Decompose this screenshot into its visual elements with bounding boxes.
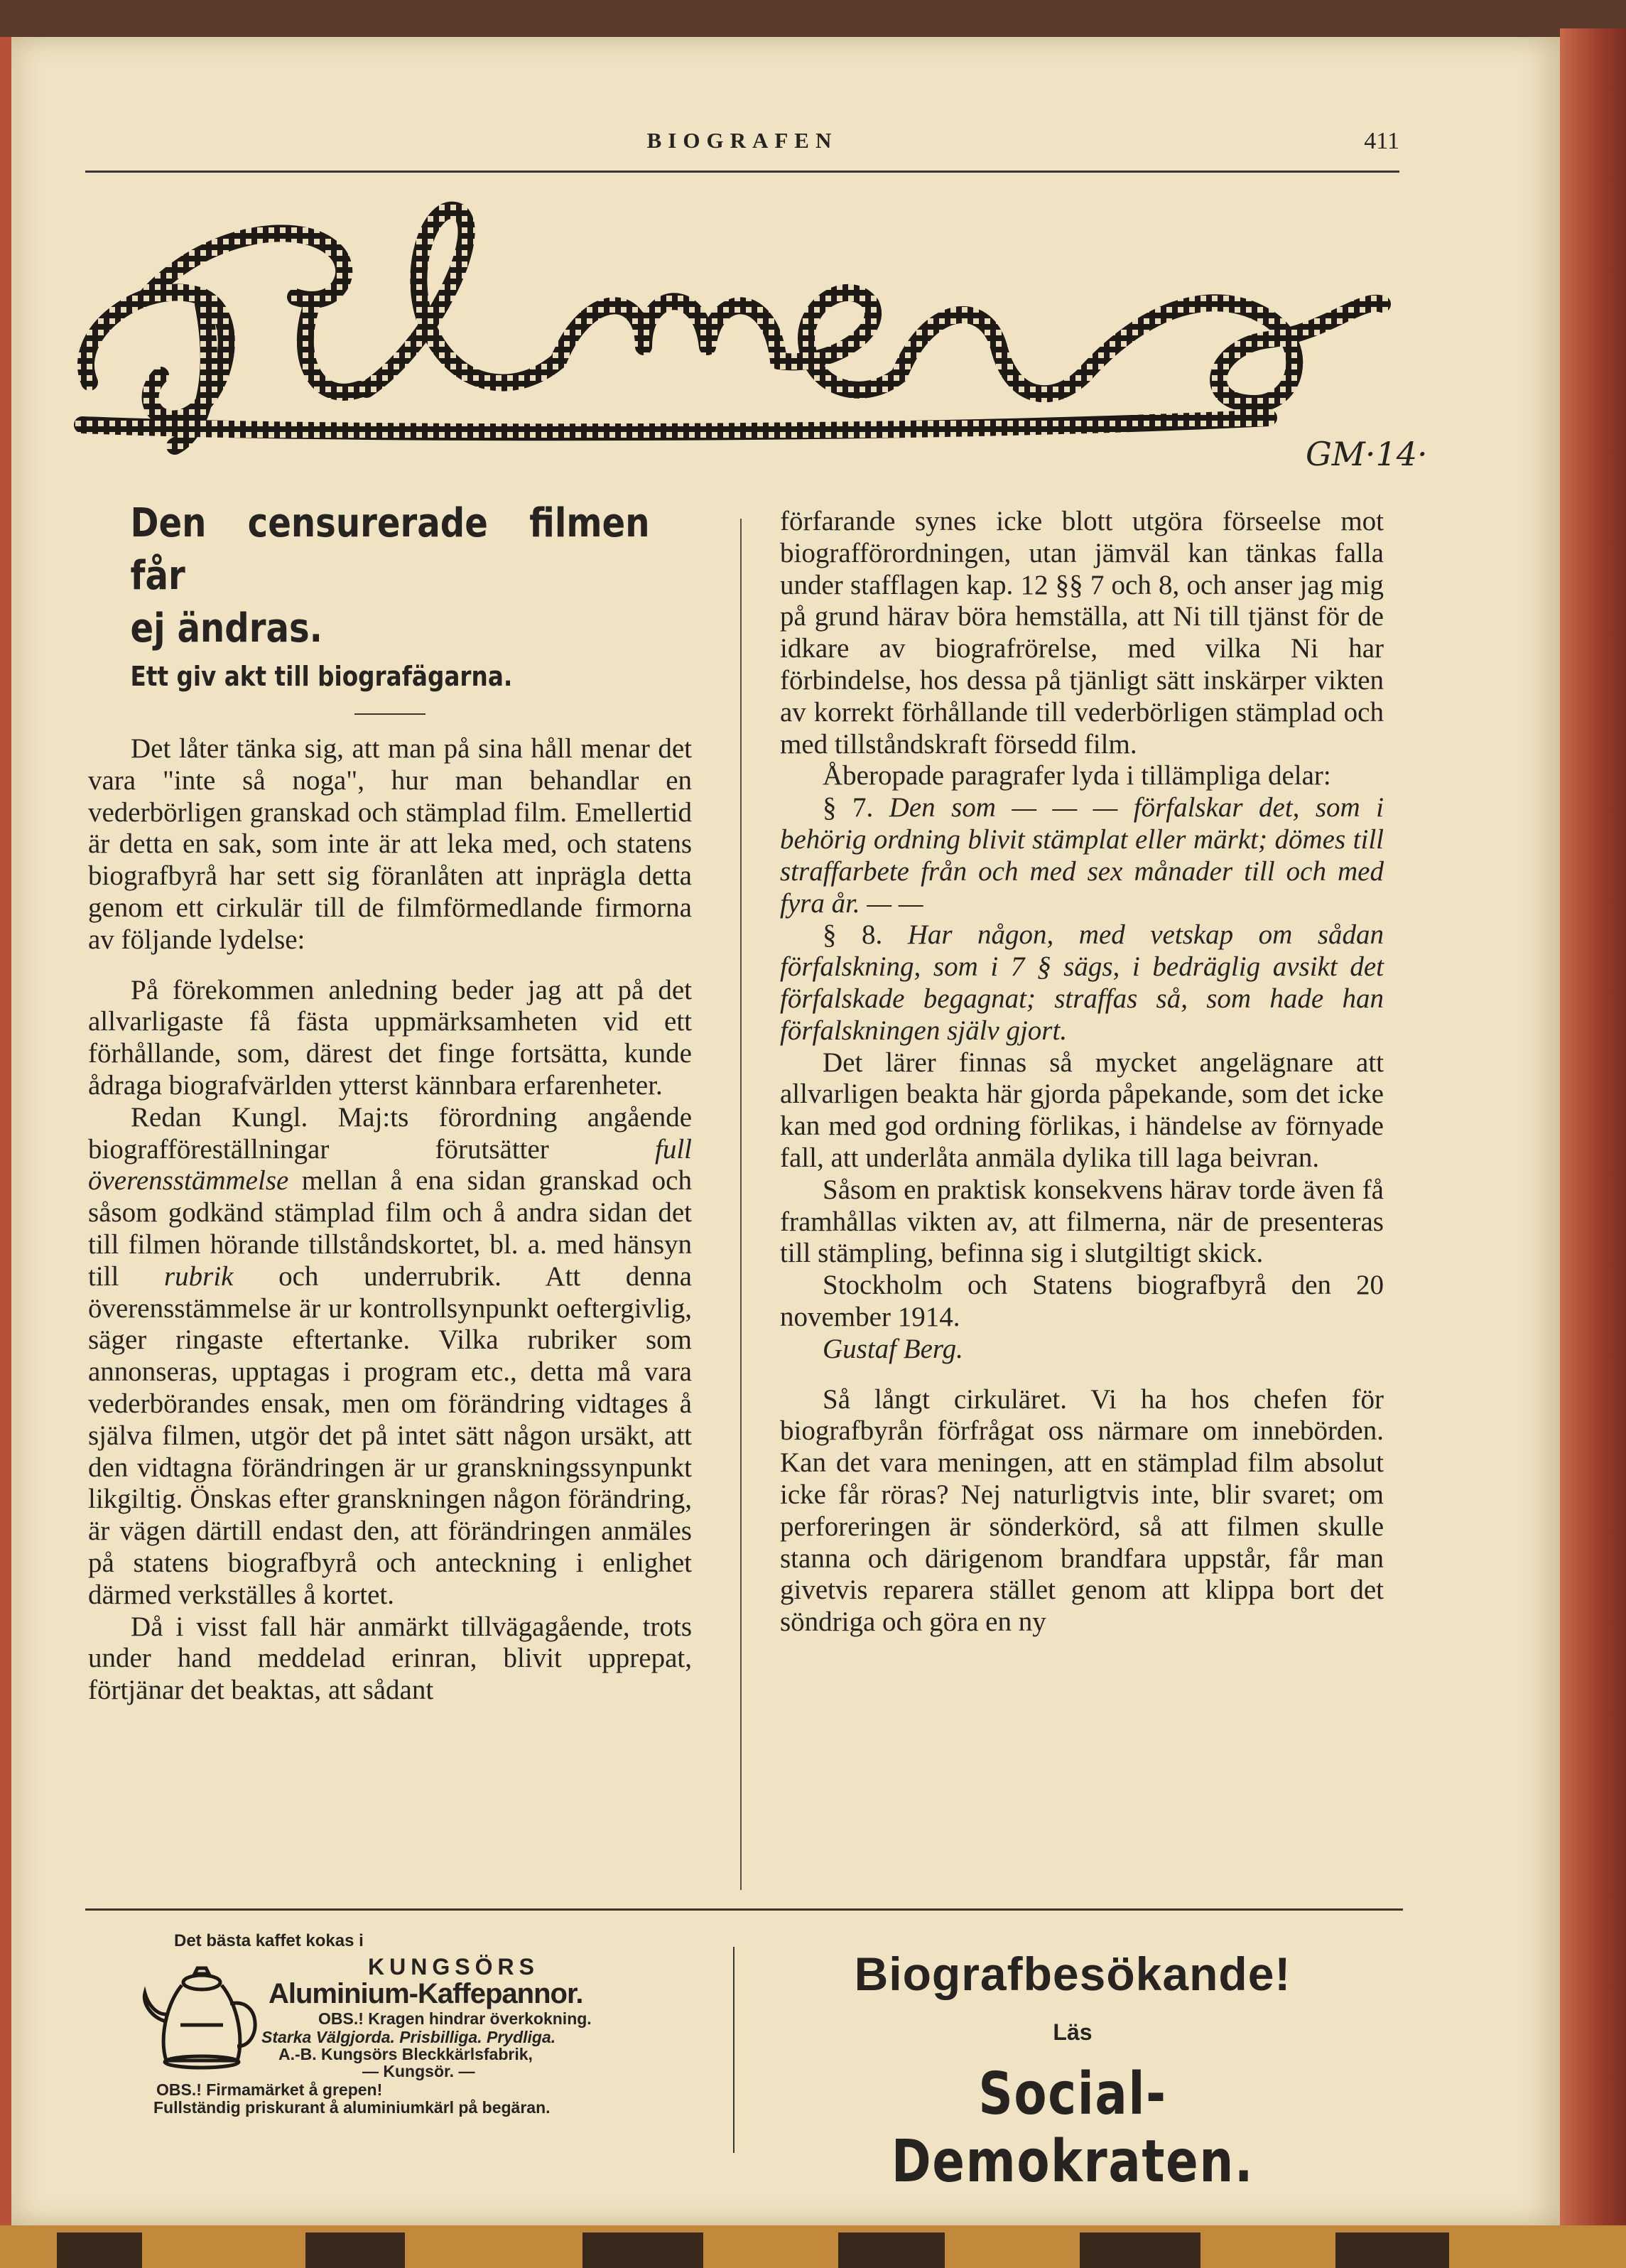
paragraph: Stockholm och Statens biografbyrå den 20 november 1914.	[780, 1270, 1384, 1332]
headline-line-1: Den censurerade filmen får	[130, 500, 650, 599]
ad-line: OBS.! Firmamärket å grepen!	[156, 2080, 383, 2099]
law-section-8: § 8. Har någon, med vetskap om sådan förfalskning, som i 7 § sägs, i bedräglig avsikt det förfalskade begagnat; straffas så, som hade han förfalskningen själv gjort.	[780, 919, 1384, 1046]
headline-line-2: ej ändras.	[130, 605, 323, 652]
ad-headline: Biografbesökande!	[854, 1948, 1291, 2000]
right-column	[780, 506, 1384, 1638]
ad-newspaper-name: Social-Demokraten.	[891, 2061, 1254, 2196]
ad-line: Det bästa kaffet kokas i	[174, 1931, 364, 1950]
ad-product: Aluminium-Kaffepannor.	[269, 1978, 583, 2009]
ad-line: OBS.! Kragen hindrar överkokning.	[318, 2009, 592, 2028]
running-head	[85, 128, 1399, 173]
top-edge	[0, 0, 1626, 37]
paragraph: Då i visst fall här anmärkt tillvägagående, trots under hand meddelad erinran, blivit upprepat, förtjänar det beaktas, att sådant	[88, 1611, 692, 1706]
paragraph: Åberopade paragrafer lyda i tillämpliga delar:	[823, 760, 1331, 792]
ad-line: Fullständig priskurant å aluminiumkärl på begäran.	[153, 2098, 551, 2117]
coffee-kettle-icon	[138, 1954, 266, 2082]
artist-signature: GM·14·	[1306, 435, 1428, 473]
kungsors-advertisement	[128, 1918, 710, 2146]
circular-signature: Gustaf Berg.	[823, 1333, 963, 1364]
left-column	[88, 497, 692, 1707]
paragraph: Redan Kungl. Maj:ts förordning angående biografföreställningar förutsätter full överensstämmelse mellan å ena sidan granskad och såsom godkänd stämplad film och å andra sidan det till filmen hörande tillståndskortet, bl. a. med hänsyn till rubrik och underrubrik. Att denna överensstämmelse är ur kontrollsynpunkt oeftergivlig, säger ringaste eftertanke. Vilka rubriker som annonseras, upptagas i program etc., detta må vara vederbörandes ensak, men om förändring vidtages å själva filmen, utgör det på intet sätt någon ursäkt, att den vidtagna förändringen är ur granskningssynpunkt likgiltig. Önskas efter granskningen någon förändring, är vägen därtill endast den, att förändringen anmäles på statens biografbyrå och anteckning i enlighet därmed verkställes å kortet.	[88, 1101, 692, 1610]
next-page-edge	[0, 2225, 1626, 2268]
paragraph: förfarande synes icke blott utgöra förseelse mot biografförordningen, utan jämväl kan tänkas falla under stafflagen kap. 12 §§ 7 och 8, och anser jag mig på grund härav böra hemställa, att Ni till tjänst för de idkare av biografrörelse, med vilka Ni har förbindelse, hos dessa på tjänligt sätt inskärper vikten av korrekt förhållande till vederbörligen stämplad och med tillståndskraft försedd film.	[780, 506, 1384, 760]
ads-divider	[733, 1947, 735, 2153]
paragraph: Såsom en praktisk konsekvens härav torde även få framhållas vikten av, att filmerna, när de presenteras till stämpling, befinna sig i slutgiltigt skick.	[780, 1174, 1384, 1269]
short-rule	[354, 713, 426, 715]
filmen-masthead	[61, 190, 1411, 489]
column-divider	[740, 519, 742, 1890]
ad-line: Starka Välgjorda. Prisbilliga. Prydliga.	[261, 2028, 556, 2046]
running-title: BIOGRAFEN	[646, 128, 838, 153]
ads-rule	[85, 1908, 1403, 1911]
social-demokraten-advertisement	[746, 1918, 1399, 2196]
law-section-7: § 7. Den som — — — förfalskar det, som i behörig ordning blivit stämplat eller märkt; dömes till straffarbete från och med sex månader till och med fyra år. — —	[780, 792, 1384, 919]
ad-line: Läs	[1053, 2019, 1093, 2045]
subheadline: Ett giv akt till biografägarna.	[130, 661, 513, 692]
paragraph: Så långt cirkuläret. Vi ha hos chefen för biografbyrån förfrågat oss närmare om innebörden. Kan det vara meningen, att en stämplad film absolut icke får röras? Nej naturligtvis inte, blir svaret; om perforeringen är sönderkörd, så att filmen skulle stanna och därigenom brandfara uppstår, får man givetvis reparera stället genom att klippa bort det söndriga och göra en ny	[780, 1383, 1384, 1638]
paragraph: På förekommen anledning beder jag att på det allvarligaste få fästa uppmärksamheten vid ett förhållande, som, därest det finge fortsätta, kunde ådraga biografvärlden ytterst kännbara erfarenheter.	[88, 974, 692, 1101]
ad-brand: KUNGSÖRS	[368, 1954, 539, 1980]
page-number: 411	[1364, 128, 1399, 154]
ad-line: — Kungsör. —	[362, 2062, 475, 2080]
binding-edge	[1560, 28, 1626, 2231]
paragraph: Det lärer finnas så mycket angelägnare att allvarligen beakta här gjorda påpekande, som det icke kan med god ordning förlikas, i händelse av förnyade fall, att underlåta anmäla dylika till laga beivran.	[780, 1047, 1384, 1173]
paragraph: Det låter tänka sig, att man på sina håll menar det vara "inte så noga", hur man behandlar en vederbörligen granskad och stämplad film. Emellertid är detta en sak, som inte är att leka med, och statens biografbyrå har sett sig föranlåten att inprägla detta genom ett cirkulär till de filmförmedlande firmorna av följande lydelse:	[88, 733, 692, 955]
ad-line: A.-B. Kungsörs Bleckkärlsfabrik,	[278, 2045, 533, 2063]
